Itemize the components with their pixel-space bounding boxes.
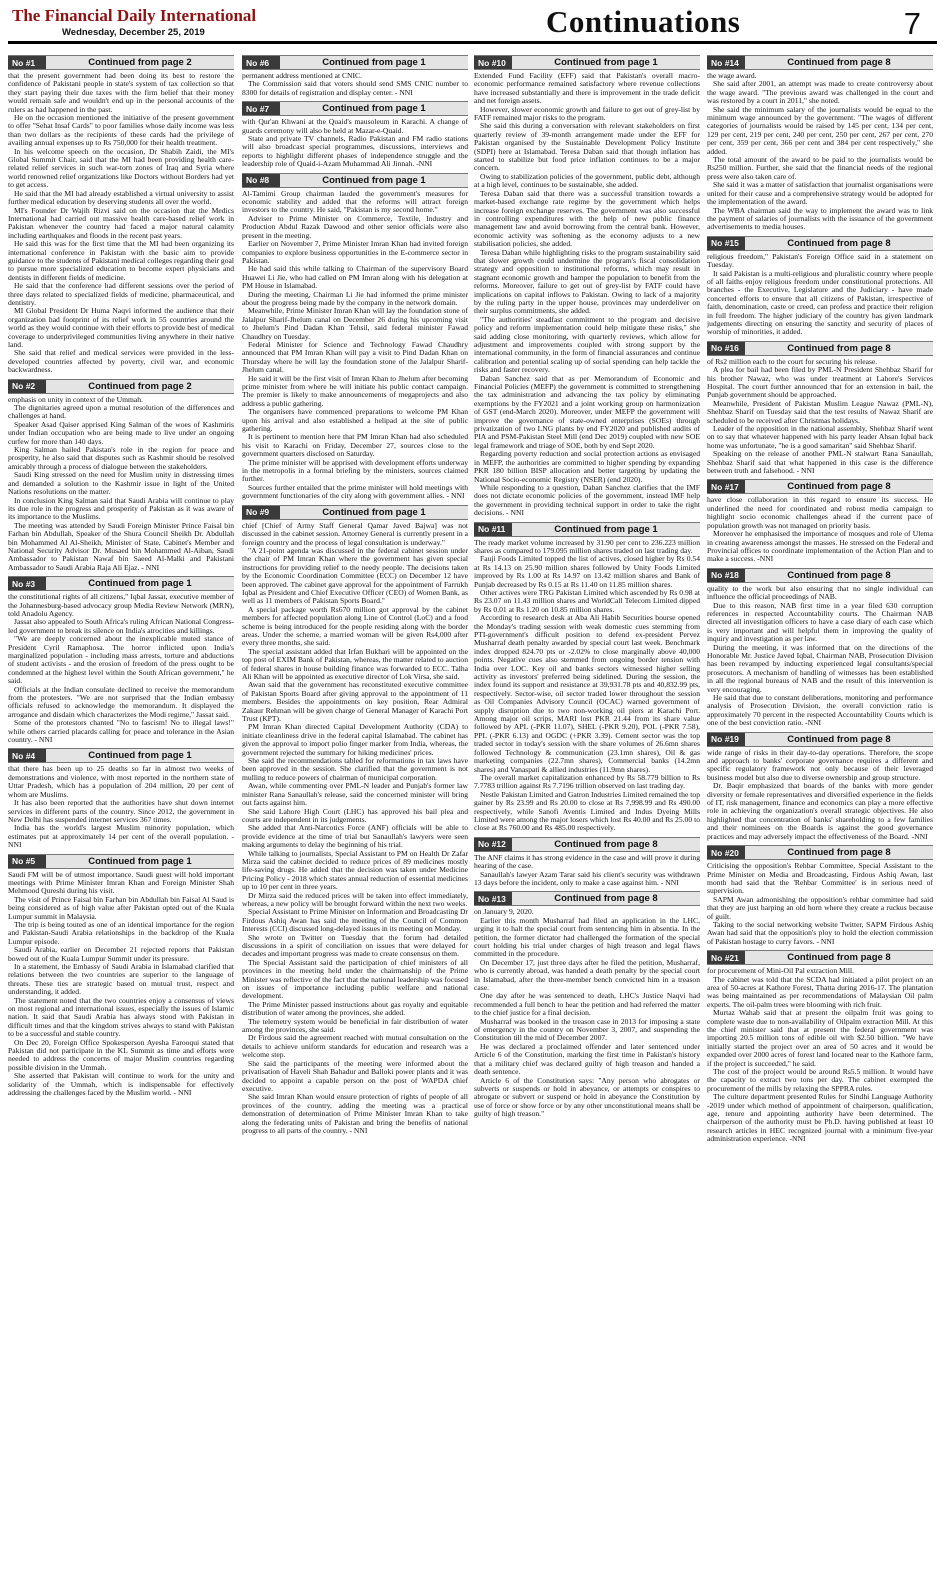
story-paragraph: Musharraf was booked in the treason case in 2013 for imposing a state of emergency in the country on November 3, 2007, and suspending the Constitution till the mid of December 2007. — [474, 1016, 700, 1043]
story-paragraph: She said Lahore High Court (LHC) has approved his bail plea and courts are independent in its judgements. — [242, 806, 468, 824]
story-number: No #20 — [707, 846, 745, 859]
continuation-story — [8, 576, 234, 744]
column-3 — [474, 55, 700, 1577]
story-paragraph: Awan said that the government has reconstituted executive committee of Pakistan Sports Board after giving approval to the appointment of 11 members. Besides the appointments on key position, Rear Admiral Zakaur Rehman will be given charge of General Manager of Karachi Port Trust (KPT). — [242, 680, 468, 724]
continuation-story — [242, 505, 468, 1136]
story-header — [8, 854, 234, 869]
continuation-story — [8, 379, 234, 573]
story-paragraph: She asserted that Pakistan will continue to work for the unity and solidarity of the Ummah, which is indispensable for effectively addressing the challenges faced by the Muslim world. - NNI — [8, 1071, 234, 1098]
story-paragraph: She said it was a matter of satisfaction that journalist organisations were united for their cause and a comprehensive strategy would be adopted for the implementation of the award. — [707, 180, 933, 207]
story-header — [8, 576, 234, 591]
story-header — [707, 568, 933, 583]
story-header — [242, 101, 468, 116]
story-paragraph: In conclusion King Salman said that Saudi Arabia will continue to play its due role in the progress and prosperity of Pakistan as it was aware of its importance to the Muslims. — [8, 495, 234, 522]
story-header — [242, 173, 468, 188]
story-paragraph: for procurement of Mini-Oil Pal extraction Mill. — [707, 966, 854, 976]
story-paragraph: He on the occasion mentioned the initiative of the present government to offer "Sehat Insaf Cards" to poor families whose daily income was less than two dollars as the recipients of these cards had the privilege of availing annual expenses up to Rs 750,000 for their health treatment. — [8, 113, 234, 148]
story-number: No #7 — [242, 102, 280, 115]
story-paragraph: A special package worth Rs670 million got approval by the cabinet members for affected population along Line of Control (LoC) and a food scheme is being introduced for the people residing along with the border areas. Under the scheme, a married woman will be given Rs4,000 after every three months, she said. — [242, 604, 468, 648]
story-paragraph: Federal Minister for Science and Technology Fawad Chaudhry announced that PM Imran Khan will pay a visit to Pind Dadan Khan on Thursday where he will lay the foundation stone of the Jalalpur Sharif-Jhelum canal. — [242, 339, 468, 375]
story-paragraph: She said this during a conversation with relevant stakeholders on first quarterly review of 39-month arrangement made under the EFF for Pakistan organised by the Sustainable Development Policy Institute (SDPI) here at Islamabad. Teresa Daban said that though inflation has started to stabilize but food price inflation continues to be a major concern. — [474, 121, 700, 173]
story-paragraph: "A 21-point agenda was discussed in the federal cabinet session under the chair of PM Imran Khan where the government has given special instructions for providing relief to the needy people. The decisions taken by the Economic Coordination Committee (ECC) on December 12 have been approved. The cabinet gave approval for the appointment of Farrukh Iqbal as President and Chief Executive Officer (CEO) of Women Bank, as well as 11 members of Pakistan Sports Board." — [242, 545, 468, 606]
story-header — [707, 950, 933, 965]
continuation-story — [242, 101, 468, 168]
story-header — [707, 479, 933, 494]
story-number: No #16 — [707, 342, 745, 355]
story-header — [8, 379, 234, 394]
story-paragraph: on January 9, 2020. — [474, 907, 534, 917]
continuation-story — [707, 732, 933, 841]
story-paragraph: While responding to a question, Daban Sanchez clarifies that the IMF does not dictate economic policies of the government, instead IMF help the government in providing technical support in order to take the right decisions. - NNI — [474, 482, 700, 518]
story-number: No #12 — [474, 838, 512, 851]
story-number: No #13 — [474, 892, 512, 905]
story-number: No #9 — [242, 506, 280, 519]
story-paragraph: Daban Sanchez said that as per Memorandum of Economic and Financial Policies (MEFP) the government is committed to strengthening the tax administration and advancing the tax policy by eliminating exemptions by the FY2021 and a joint working group on harmonization of GST (end-March 2020). Moreover, under MEFP the government will improve the governance of state-owned enterprises (SOEs) through privatization of two LNG plants by end FY2020 and published audits of PIA and PSM-Pakistan Steel Mill (end Dec 2019) coupled with new SOE legal framework and triage of SOE, both by end Sept 2020. — [474, 373, 700, 450]
story-continued-label: Continued from page 8 — [787, 237, 891, 249]
story-continued-label: Continued from page 1 — [88, 750, 192, 762]
story-paragraph: The prime minister will be apprised with development efforts underway in the metropolis in a formal briefing by the ministers, sources claimed further. — [242, 457, 468, 484]
story-paragraph: Meanwhile, Prime Minister Imran Khan will lay the foundation stone of Jalalpur Sharif-Jhelum canal on December 26 during his upcoming visit to Jhelum's Pind Dadan Khan Tehsil, said federal minister Fawad Chaudhry on Tuesday. — [242, 306, 468, 341]
story-continued-label: Continued from page 1 — [322, 57, 426, 68]
story-paragraph: Awan, while commenting over PML-N leader and Punjab's former law minister Rana Sanaullah's release, said the concerned minister will bring out facts against him. — [242, 781, 468, 808]
story-paragraph: have close collaboration in this regard to ensure its success. He underlined the need for coordinated and robust media campaign to highlight socio economic challenges ahead if the current pace of population growth was not managed on priority basis. — [707, 495, 933, 530]
story-paragraph: Nestle Pakistan Limited and Gatron Industries Limited remained the top gainer by Rs 23.99 and Rs 20.00 to close at Rs 7,998.99 and Rs 490.00 respectively, while Sanofi Aventis Limited and Indus Dyeing Mills Limited were among the major losers which lost Rs 40.00 and Rs 25.00 to close at Rs 760.00 and Rs 485.00 respectively. — [474, 789, 700, 833]
story-paragraph: It has also been reported that the authorities have shut down internet services in different parts of the country. Since 2012, the government in New Delhi has suspended internet services 367 times. — [8, 798, 234, 824]
story-paragraph: Special Assistant to Prime Minister on Information and Broadcasting Dr Firdous Ashiq Awan has said the meeting of the Council of Common Interests (CCI) discussed long-delayed issues in its meeting on Monday. — [242, 907, 468, 934]
story-continued-label: Continued from page 8 — [787, 481, 891, 493]
story-paragraph: He said it will be the first visit of Imran Khan to Jhelum after becoming prime minister from where he will initiate his public contact campaign. The premier is likely to make announcements of megaprojects and also address a public gathering. — [242, 373, 468, 408]
story-header — [707, 55, 933, 70]
story-paragraph: Dr Firdous said the agreement reached with mutual consultation on the details to achieve uniform standards for education and research was a welcome step. — [242, 1033, 468, 1060]
story-continued-label: Continued from page 8 — [554, 893, 658, 905]
story-paragraph: During the meeting, Chairman Li Jie had informed the prime minister about the progress being made by the company in the network domain. — [242, 289, 468, 307]
story-paragraph: Teresa Daban while highlighting risks to the program sustainability said that slower growth could undermine the program's fiscal consolidation strategy and opposition to institutional reforms, which may result in stagnant economic growth and hamper the population to benefit from the reforms. Moreover, failure to get out of grey-list by FATF could have implications on capital inflows to Pakistan. Owing to lack of a majority by the ruling party in the upper house, provinces may underdeliver on their surplus commitments, she added. — [474, 247, 700, 316]
story-paragraph: quality to the work but also ensuring that no single individual can influence the official proceedings of NAB. — [707, 583, 933, 602]
story-header — [474, 522, 700, 537]
story-paragraph: He was declared a proclaimed offender and later sentenced under Article 6 of the Constitution, marking the first time in Pakistan's history that a military chief was declared guilty of high treason and handed a death sentence. — [474, 1041, 700, 1077]
story-paragraph: During the meeting, it was informed that on the directions of the Honorable Mr. Justice Javed Iqbal, Chairman NAB, Prosecution Division has been revamped by inducting experienced legal consultants/special prosecutors. A mechanism of handling of witnesses has been established in all the regional bureaus of NAB and the result of this intervention is very encouraging. — [707, 642, 933, 694]
story-paragraph: In his welcome speech on the occasion, Dr Shabih Zaidi, the MI's Global Summit Chair, said that the MI had been providing health care-related relief services in such war-torn zones of Iraq and Syria where world renowned relief organizations like Doctors without Borders had yet to get access. — [8, 146, 234, 190]
continuation-story — [242, 173, 468, 501]
story-paragraph: that there has been up to 25 deaths so far in almost two weeks of demonstrations and violence, with most reported in the northern state of Uttar Pradesh, which has a population of 204 million, 20 per cent of whom are Muslims. — [8, 764, 234, 799]
story-header — [8, 748, 234, 763]
story-header — [474, 891, 700, 906]
continuation-story — [707, 950, 933, 1144]
continuation-story — [242, 55, 468, 97]
story-paragraph: with Qur'an Khwani at the Quaid's mausoleum in Karachi. A change of guards ceremony will also be held at Mazar-e-Quaid. — [242, 117, 468, 135]
story-paragraph: One day after he was sentenced to death, LHC's Justice Naqvi had recommended a full bench to hear the petition and had referred the matter to the chief justice for a final decision. — [474, 991, 700, 1018]
story-paragraph: However, slower economic growth and failure to get out of grey-list by FATF remained major risks to the program. — [474, 104, 700, 123]
story-paragraph: He said that due to constant deliberations, monitoring and performance analysis of Prosecution Division, the overall conviction ratio is approximately 70 percent in the respected Accountability Courts which is one of the best conviction ratio. -NNI — [707, 693, 933, 728]
story-number: No #4 — [8, 749, 46, 762]
story-paragraph: The meeting was attended by Saudi Foreign Minister Prince Faisal bin Farhan bin Abdullah, Speaker of the Shura Council Sheikh Dr. Abdullah bin Mohammed Al Al-Sheikh, Minister of State, Cabinet's Member and National Security Advisor Dr. Musaed bin Mohammed Al-Aiban, Saudi Ambassador to Pakistan Nawaf bin Saeed Al-Malki and Pakistani Ambassador to Saudi Arabia Raja Ali Ejaz. - NNI — [8, 520, 234, 572]
story-paragraph: The telemetry system would be beneficial in fair distribution of water among the provinces, she said. — [242, 1016, 468, 1035]
story-continued-label: Continued from page 8 — [787, 342, 891, 354]
story-continued-label: Continued from page 8 — [554, 838, 658, 850]
story-paragraph: The visit of Prince Faisal bin Farhan bin Abdullah bin Faisal Al Saud is being considered as of high value after Pakistan opted out of the Kuala Lumpur summit in Malaysia. — [8, 894, 234, 921]
story-paragraph: The organisers have commenced preparations to welcome PM Khan upon his arrival and also established a helipad at the site of public gathering. — [242, 407, 468, 434]
story-header — [242, 505, 468, 520]
story-paragraph: Saudi King stressed on the need for Muslim unity in distressing times and demanded a solution to the Kashmir issue in light of the United Nations resolutions on the matter. — [8, 470, 234, 497]
story-paragraph: Taking to the social networking website Twitter, SAPM Firdous Ashiq Awan had said that the opposition's ploy to hold the election commission of Pakistan hostage to curry favors. - NNI — [707, 919, 933, 946]
story-paragraph: She said after 2001, an attempt was made to create controversy about the wage award. "The previous award was challenged in the court and was restored by a court in 2011," she noted. — [707, 79, 933, 106]
story-paragraph: The trip is being touted as one of an identical importance for the region and Pakistan-Saudi Arabia relationships in the backdrop of the Kuala Lumpur episode. — [8, 919, 234, 946]
story-paragraph: "The authorities' steadfast commitment to the program and decisive policy and reform implementation could help mitigate these risks," she said adding close monitoring, with quarterly reviews, which allow for adjustment and improvements coupled with strong support by the international community, in the form of financial assurances and continue calibration and potential scaling up of social spending can help tackle the risks and faster recovery. — [474, 314, 700, 375]
continuation-story — [707, 236, 933, 337]
masthead — [8, 4, 937, 44]
story-number: No #19 — [707, 733, 745, 746]
story-paragraph: She said the minimum salary of the journalists would be equal to the minimum wage announced by the government. "The wages of different categories of journalists would be raised by 145 per cent, 134 per cent, 129 per cent, 219 per cent, 240 per cent, 250 per cent, 267 per cent, 270 per cent, 359 per cent, 366 per cent and 384 per cent respectively," she added. — [707, 104, 933, 156]
story-continued-label: Continued from page 1 — [88, 855, 192, 867]
story-paragraph: A plea for bail had been filed by PML-N President Shehbaz Sharif for his brother Nawaz, who was under treatment at Lahore's Services Hospital. The court further announced that for an extension in bail, the Punjab government should be approached. — [707, 365, 933, 400]
story-paragraph: PM Imran Khan directed Capital Development Authority (CDA) to initiate cleanliness drive in the federal capital Islamabad. The cabinet has given the approval to import polio finger marker from India, whereas, the government rejected the summary for hiking medicines' prices. — [242, 722, 468, 757]
column-2 — [242, 55, 468, 1577]
story-paragraph: Owing to stabilization policies of the government, public debt, although at a high level, continues to be sustainable, she added. — [474, 171, 700, 190]
story-header — [707, 341, 933, 356]
story-paragraph: He said that the conference had different sessions over the period of three days related to specialized fields of medicine, pharmaceutical, and dentistry. — [8, 281, 234, 307]
issue-date: Wednesday, December 25, 2019 — [62, 27, 205, 38]
story-paragraph: Criticising the opposition's Rehbar Committee, Special Assistant to the Prime Minister on Media and Broadcasting, Firdous Ashiq Awan, last month had said that the 'Rehbar Committee' is in serious need of supervision. — [707, 861, 933, 896]
story-paragraph: Speaking on the release of another PML-N stalwart Rana Sanaullah, Shehbaz Sharif said that what happened in this case is the difference between truth and falsehood. - NNI — [707, 449, 933, 476]
story-paragraph: that the present government had been doing its best to restore the confidence of Pakistani people in state's system of tax collection so that they start paying their due taxes with the firm belief that their money would remain safe and wouldn't end up in the personal accounts of the rulers as had happened in the past. — [8, 71, 234, 114]
story-paragraph: permanent address mentioned at CNIC. — [242, 71, 362, 80]
story-paragraph: Teresa Daban said that there was a successful transition towards a market-based exchange rate regime by the government which helps increase foreign exchange reserves. The government was also successful in controlling expenditures with the help of new public finance management law and avoid borrowing from the central bank. However, economic activity was softening as the economy adjusts to a new stabilisation policies, she added. — [474, 188, 700, 249]
story-number: No #14 — [707, 56, 745, 69]
story-paragraph: According to research desk at Aba Ali Habib Securities bourse opened the Monday's trading session with weak domestic cues stemming from PTI-government's difficult position to defend ex-president Pervez Musharraf death penalty awarded by special court last week. Benchmark index dropped 824.70 pts or -2.02% to close marginally above 40,000 points. Negative cues also stemmed from ongoing border tension with India over LOC. Key oil and banks sectors witnessed higher selling activity as investors' preferred being sidelined. During the session, the index found its support and resistance at 39,931.78 pts and 40,832.99 pts, respectively. Sector-wise, oil sector traded lower throughout the session as Oil Companies Advisory Council (OCAC) warned government of supply disruption due to two non-working oil piers at Karachi Port. Among major oil scrips, MARI lost PKR 21.44 from its share value followed by APL (-PKR 11.07), SHEL (-PKR 9.20), POL (-PKR 7.58), PPL (-PKR 6.13) and OGDC (+PKR 3.39). Cement sector was the top traded sector in today's session with the share volumes of 26.6mn shares followed Technology & communication (23.1mn shares), Oil & gas marketing companies (22.7mn shares), Commercial banks (14.2mn shares) and Vanaspati & allied industries (11.9mn shares). — [474, 613, 700, 774]
story-paragraph: She said the recommendations tabled for reformations in tax laws have been approved in the session. She clarified that the government is not mulling to reduce powers of chairman of municipal corporation. — [242, 756, 468, 782]
story-paragraph: On December 17, just three days after he filed the petition, Musharraf, who is currently abroad, was handed a death penalty by the special court in Islamabad, after the three-member bench convicted him in a treason case. — [474, 957, 700, 993]
story-number: No #8 — [242, 174, 280, 187]
story-continued-label: Continued from page 2 — [88, 380, 192, 392]
story-paragraph: Murtaz Wahab said that at present the oilpalm fruit was going to complete waste due to non-availability of Oilpalm extraction Mill. At this the chief minister said that at present the federal government was importing 20.5 million tons of edible oil with $2.50 billion. "We have initially started the project over an area of 50 acres and it would be expanded over 2000 acres of forest land located near to the Kathore farm, if the project is succeeded," he said. — [707, 1008, 933, 1068]
column-4 — [707, 55, 933, 1577]
story-number: No #18 — [707, 569, 745, 582]
story-paragraph: the constitutional rights of all citizens," Iqbal Jassat, executive member of the Johannesburg-based advocacy group Media Review Network (MRN), told Anadolu Agency. — [8, 592, 234, 618]
continuation-story — [474, 522, 700, 833]
story-continued-label: Continued from page 8 — [787, 952, 891, 964]
story-paragraph: Saudi FM will be of utmost importance. Saudi guest will hold important meetings with Prime Minister Imran Khan and Foreign Minister Shah Mehmood Qureshi during his visit. — [8, 869, 234, 896]
story-paragraph: The cost of the project would be around Rs5.5 million. It would have the capacity to extract two tons per day. The cabinet exempted the procurement of the mills by relaxing the SPPRA rules. — [707, 1067, 933, 1093]
continuation-story — [474, 837, 700, 888]
story-paragraph: India has the world's largest Muslim minority population, which estimates put at approximately 14 per cent of the overall population. - NNI — [8, 823, 234, 850]
story-continued-label: Continued from page 1 — [554, 523, 658, 535]
story-number: No #5 — [8, 855, 46, 868]
story-paragraph: King Salman hailed Pakistan's role in the region for peace and prosperity, he also said that disputes such as Kashmir should be resolved amicably through a process of dialogue between the stakeholders. — [8, 445, 234, 471]
story-number: No #1 — [8, 56, 46, 69]
story-paragraph: the wage award. — [707, 71, 757, 80]
story-paragraph: Due to this reason, NAB first time in a year filed 630 corruption references in respected Accountability courts. The Chairman NAB directed all investigation officers to have a case diary of each case which is very important and will helpful them in improving the quality of inquiry and investigation as per law. — [707, 600, 933, 644]
story-header — [474, 55, 700, 70]
continuation-story — [707, 845, 933, 946]
story-paragraph: Dr Mirza said the reduced prices will be taken into effect immediately, whereas, a new policy will be brought forward within the next two weeks. — [242, 890, 468, 908]
story-paragraph: Earlier this month Musharraf had filed an application in the LHC, urging it to halt the special court from sentencing him in absentia. In the petition, the former dictator had challenged the formation of the special court holding his trial under charges of high treason and legal flaws committed in the procedure. — [474, 915, 700, 959]
story-number: No #10 — [474, 56, 512, 69]
story-continued-label: Continued from page 2 — [88, 57, 192, 68]
story-continued-label: Continued from page 8 — [787, 569, 891, 581]
section-title: Continuations — [546, 4, 741, 39]
story-paragraph: MI's Founder Dr Wajih Rizvi said on the occasion that the Medics International had carried out massive health care-based relief work in Pakistan whenever the country had faced a major natural calamity including earthquakes and floods in the recent past years. — [8, 205, 234, 240]
story-paragraph: "We are deeply concerned about the inexplicable muted stance of President Cyril Ramaphosa. The horror inflicted upon India's marginalized population - including mass arrests, torture and abductions of student activists - and the erosion of freedom of the press ought to be condemned at the highest level within the South African government," he said. — [8, 634, 234, 686]
story-paragraph: Some of the protestors chanted "No to fascism! No to illegal laws!" while others carried placards calling for peace and tolerance in the Asian country. - NNI — [8, 718, 234, 745]
story-paragraph: The statement noted that the two countries enjoy a consensus of views on most regional and international issues, especially the issues of Islamic nation. It said that Saudi Arabia has always stood with Pakistan in difficult times and that the kingdom strives always to stand with Pakistan to be a successful and stable country. — [8, 995, 234, 1039]
story-paragraph: Saudi Arabia, earlier on December 21 rejected reports that Pakistan bowed out of the Kuala Lumpur Summit under its pressure. — [8, 945, 234, 963]
story-paragraph: Adviser to Prime Minister on Commerce, Textile, Industry and Production Abdul Razak Dawood and other senior officials were also present in the meeting. — [242, 213, 468, 240]
story-paragraph: She said the participants of the meeting were informed about the privatisation of Haveli Shah Bahadur and Balloki power plants and it was decided to appoint a capable person on the post of WAPDA chief executive. — [242, 1058, 468, 1093]
story-number: No #6 — [242, 56, 280, 69]
story-continued-label: Continued from page 1 — [322, 174, 426, 186]
story-paragraph: The Commission said that voters should send SMS CNIC number to 8300 for details of registration and display center. - NNI — [242, 79, 468, 97]
story-paragraph: The culture department presented Rules for Sindhi Language Authority -2019 under which method of appointment of chairperson, qualification, age, tenure and appointing authority have been determined. The chairperson of the authority must be Ph.D. having published at least 10 research articles in HEC recognized journal with a minimum five-year administration experience. -NNI — [707, 1092, 933, 1144]
continuation-story — [707, 341, 933, 476]
story-paragraph: Sanaullah's lawyer Azam Tarar said his client's security was withdrawn 13 days before the incident, only to make a case against him. - NNI — [474, 869, 700, 887]
story-paragraph: He said that the MI had already established a virtual university to assist further medical education by deserving students all over the world. — [8, 188, 234, 207]
column-1 — [8, 55, 234, 1577]
story-paragraph: State and private TV channels, Radio Pakistan and FM radio stations will also broadcast special programmes, discussions, interviews and reports to highlight different phases of independence struggle and the leadership role of Quaid-i-Azam Muhammad Ali Jinnah. -NNI — [242, 134, 468, 169]
story-paragraph: Regarding poverty reduction and social protection actions as envisaged in MEFP, the authorities are committed to higher spending by expanding PKR 180 billion BISP allocation and better targeting by updating the National Socio-economic Registry (NSER) (end 2020). — [474, 449, 700, 484]
continuation-story — [8, 748, 234, 849]
story-paragraph: He said this was for the first time that the MI had been organizing its international conference in Pakistan with the basic aim to provide guidance to the students of Pakistani medical colleges regarding their goal to pursue more specialized education to become expert physicians and dentists in different fields of medicine. — [8, 239, 234, 282]
story-paragraph: She wrote on Twitter on Tuesday that the forum had detailed discussions in a spirit of conciliation on issues that were delayed for decades and important progress was made to create consensus on them. — [242, 932, 468, 959]
story-header — [242, 55, 468, 70]
story-continued-label: Continued from page 8 — [787, 57, 891, 68]
story-paragraph: The ANF claims it has strong evidence in the case and will prove it during hearing of the case. — [474, 852, 700, 871]
story-paragraph: religious freedom," Pakistan's Foreign Office said in a statement on Tuesday. — [707, 251, 933, 270]
story-paragraph: SAPM Awan admonishing the opposition's rehbar committee had said that they are just harping an old horn where they create a ruckus because of guilt. — [707, 894, 933, 921]
story-number: No #2 — [8, 380, 46, 393]
story-paragraph: Extended Fund Facility (EFF) said that Pakistan's overall macro-economic performance remained satisfactory where revenue collections have increased substantially and there is improvement in the trade deficit and net foreign assets. — [474, 71, 700, 106]
story-paragraph: chief [Chief of Army Staff General Qamar Javed Bajwa] was not discussed in the cabinet session. Attorney General is currently present in a foreign country and the process of legal consultation is underway." — [242, 520, 468, 547]
story-paragraph: The dignitaries agreed upon a mutual resolution of the differences and challenges at hand. — [8, 403, 234, 421]
story-number: No #17 — [707, 480, 745, 493]
story-paragraph: emphasis on unity in context of the Ummah. — [8, 394, 143, 404]
story-paragraph: MI Global President Dr Huma Naqvi informed the audience that their organization had footprint of its relief work in 55 countries around the world as they would continue with their efforts to provide best of medical coverage to underprivileged communities living anywhere in their native land. — [8, 306, 234, 349]
story-paragraph: She said Imran Khan would ensure protection of rights of people of all provinces of the country, adding the meeting was a practical demonstration of determination of Prime Minister Imran Khan to take along the federating units of Pakistan and bring the benefits of national progress to all parts of the country. - NNI — [242, 1092, 468, 1135]
story-number: No #15 — [707, 237, 745, 250]
continuation-story — [707, 479, 933, 563]
story-header — [707, 732, 933, 747]
continuation-story — [474, 55, 700, 518]
story-paragraph: Earlier on November 7, Prime Minister Imran Khan had invited foreign companies to explore business opportunities in the E-commerce sector in Pakistan. — [242, 239, 468, 265]
story-paragraph: She added that Anti-Narcotics Force (ANF) officials will be able to provide evidence at the time of trial but Sanaullah's lawyers were seen making arguments to delay the beginning of his trial. — [242, 823, 468, 850]
story-number: No #21 — [707, 951, 745, 964]
story-paragraph: Other actives were TRG Pakistan Limited which ascended by Rs 0.98 at Rs 23.07 on 11.43 million shares and WorldCall Telecom Limited dipped by Rs 0.01 at Rs 1.20 on 10.85 million shares. — [474, 587, 700, 614]
story-paragraph: Fauji Foods Limited topped the list of actives, closed higher by Rs 0.54 at Rs 14.13 on 25.90 million shares followed by Unity Foods Limited improved by Rs 1.00 at Rs 14.97 on 13.42 million shares and Bank of Punjab decreased by Rs 0.15 at Rs 11.40 on 11.85 million shares. — [474, 554, 700, 589]
story-paragraph: The ready market volume increased by 31.90 per cent to 236.223 million shares as compared to 179.095 million shares traded on last trading day. — [474, 537, 700, 555]
story-paragraph: wide range of risks in their day-to-day operations. Therefore, the scope and approach to banks' corporate governance requires a different and specific regulatory framework not only because of their leveraged business model but also due to diverse ownership and group structure. — [707, 747, 933, 782]
story-paragraph: Meanwhile, President of Pakistan Muslim League Nawaz (PML-N), Shehbaz Sharif on Tuesday said that the test results of Nawaz Sharif are scheduled to be received after Christmas holidays. — [707, 398, 933, 425]
story-continued-label: Continued from page 1 — [322, 103, 426, 115]
story-paragraph: Moreover he emphasised the importance of mosques and role of Ulema in creating awareness amongst the masses. He stressed on the Federal and Provincial offices to coordinate implementation of the Action Plan and to make a success. -NNI — [707, 529, 933, 564]
story-paragraph: In a statement, the Embassy of Saudi Arabia in Islamabad clarified that relations between the two countries are superior to the language of threats. These ties are strategic based on mutual trust, respect and understanding, it added. — [8, 962, 234, 997]
page-number: 7 — [903, 6, 921, 41]
story-paragraph: Leader of the opposition in the national assembly, Shehbaz Sharif went on to say that whatever happened with his party leader Ahsan Iqbal back home was unfortunate, "he is a good samaritan" said Shehbaz Sharif. — [707, 424, 933, 450]
story-header — [707, 236, 933, 251]
story-paragraph: The Prime Minister passed instructions about gas royalty and equitable distribution of water among the provinces, she added. — [242, 999, 468, 1018]
story-paragraph: Al-Tamimi Group chairman lauded the government's measures for economic stability and added that the reforms will attract foreign investors to the country. He said, "Pakistan is my second home." — [242, 188, 468, 215]
continuation-story — [707, 55, 933, 232]
story-paragraph: The special assistant added that Irfan Bukhari will be appointed on the top post of EXIM Bank of Pakistan, whereas, the matter related to auction of federal shares in house building finance was forwarded to ECC. Talha Ali Khan will be appointed as executive director of Lok Virsa, she said. — [242, 646, 468, 681]
story-paragraph: While talking to journalists, Special Assistant to PM on Health Dr Zafar Mirza said the cabinet decided to reduce prices of 89 medicines mostly life-saving drugs. He added that the decision was taken under Medicine Pricing Policy - 2018 which states annual reduction of essential medicines up to 10 per cent in three years. — [242, 848, 468, 892]
story-paragraph: He had said this while talking to Chairman of the supervisory Board Huawei Li Jie, who had called on PM Imran along with his delegation at PM House in Islamabad. — [242, 264, 468, 291]
story-paragraph: Sources further entailed that the prime minister will hold meetings with government functionaries of the city along with government allies. - NNI — [242, 482, 468, 501]
story-header — [707, 845, 933, 860]
story-number: No #3 — [8, 577, 46, 590]
story-paragraph: Speaker Asad Qaiser apprised King Salman of the woes of Kashmiris under Indian occupation who are being made to live under an ongoing curfew for more than 140 days. — [8, 419, 234, 446]
story-continued-label: Continued from page 1 — [322, 506, 426, 518]
story-paragraph: The Special Assistant said the participation of chief ministers of all provinces in the meeting held under the chairmanship of the Prime Minister was reflective of the fact that the national leadership was focused on issues of importance including public welfare and national development. — [242, 957, 468, 1001]
story-paragraph: Article 6 of the Constitution says: "Any person who abrogates or subverts or suspends or hold in abeyance, or attempts or conspires to abrogate or subvert or suspend or hold in abeyance the Constitution by use of force or show force or by any other unconstitutional means shall be guilty of high treason." — [474, 1075, 700, 1119]
story-number: No #11 — [474, 523, 512, 536]
story-continued-label: Continued from page 8 — [787, 733, 891, 745]
story-paragraph: Officials at the Indian consulate declined to receive the memorandum from the protesters. "We are not surprised that the Indian embassy officials refused to acknowledge the memorandum. It displayed the arrogance and disdain which characterizes the Modi regime," Jassat said. — [8, 684, 234, 719]
paper-name: The Financial Daily International — [12, 6, 257, 25]
story-paragraph: The overall market capitalization enhanced by Rs 58.779 billion to Rs 7.7783 trillion against Rs 7.7196 trillion observed on last trading day. — [474, 772, 700, 791]
story-paragraph: It is pertinent to mention here that PM Imran Khan had also scheduled his visit to Karachi on Friday, December 27, sources close to the government quarters disclosed on Saturday. — [242, 432, 468, 459]
story-header — [8, 55, 234, 70]
story-paragraph: It said Pakistan is a multi-religious and pluralistic country where people of all faiths enjoy religious freedom under constitutional protections. All branches - the Executive, Legislature and the Judiciary - have made concerted efforts to ensure that all citizens of Pakistan, irrespective of faith, denomination, caste or creed, can profess and practice their religion in full freedom. The higher judiciary of the country has given landmark judgements directing on ensuring the sanctity and security of places of worship of minorities, it added. — [707, 268, 933, 337]
continuation-story — [707, 568, 933, 728]
story-continued-label: Continued from page 8 — [787, 847, 891, 859]
story-paragraph: Jassat also appealed to South Africa's ruling African National Congress-led government to break its silence on India's atrocities and killings. — [8, 617, 234, 635]
story-paragraph: The total amount of the award to be paid to the journalists would be Rs250 million. Further, she said that the financial needs of the regional press were also taken care of. — [707, 155, 933, 181]
story-paragraph: Dr. Baqir emphasized that boards of the banks with more gender diversity or female representatives and diversified experience in the fields of IT, risk management, finance and economics can play a more effective role in achieving the organization's overall strategic objectives. He also highlighted that concentration of banks' shareholding to a few families and their nominees on the Boards is against the good governance practices and may adversely impact the effectiveness of the Board. -NNI — [707, 781, 933, 841]
story-header — [474, 837, 700, 852]
story-paragraph: of Rs2 million each to the court for securing his release. — [707, 356, 878, 366]
continuation-story — [8, 854, 234, 1098]
story-paragraph: The cabinet was told that the SCDA had initiated a pilot project on an area of 50-acres at Kathore Forest, Thatta during 2016-17. The plantation was being maintained as per recommendations of Malaysian Oil palm experts. The oil-palm trees were blooming with rich fruit. — [707, 974, 933, 1009]
continuation-story — [8, 55, 234, 375]
story-continued-label: Continued from page 1 — [554, 57, 658, 68]
continuation-story — [474, 891, 700, 1118]
story-paragraph: On Dec 20, Foreign Office Spokesperson Ayesha Farooqui stated that Pakistan did not participate in the KL Summit as time and efforts were needed to address the concerns of major Muslim countries regarding possible division in the Ummah. — [8, 1037, 234, 1072]
story-continued-label: Continued from page 1 — [88, 578, 192, 590]
story-paragraph: She said that relief and medical services were provided in the less-developed countries affected by poverty, civil war, and economic backwardness. — [8, 348, 234, 375]
story-paragraph: The WBA chairman said the way to implement the award was to link the payment of salaries of journalists with the issuance of the government advertisements to media houses. — [707, 205, 933, 232]
